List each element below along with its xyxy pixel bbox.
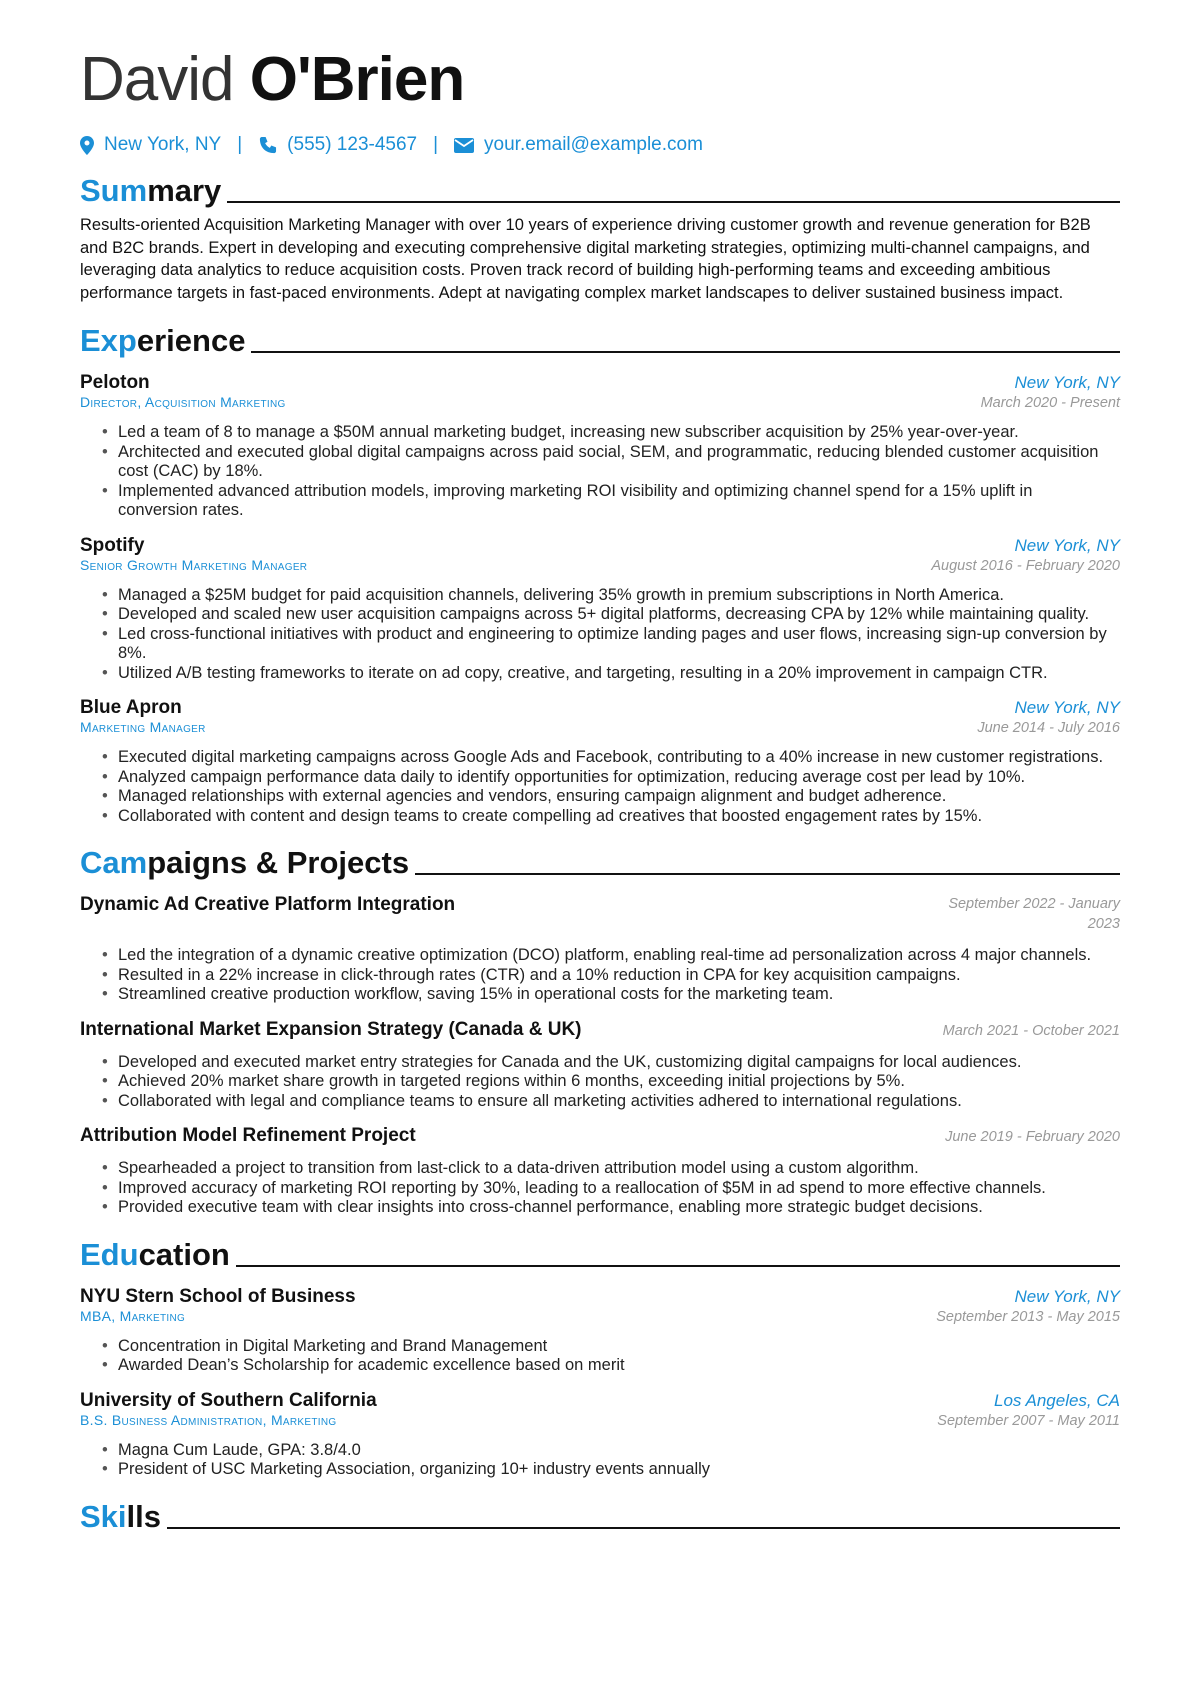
- education-entry: [80, 1286, 1120, 1376]
- bullet-item: • Led a team of 8 to manage a $50M annual marketing budget, increasing new subscriber acquisition by 25% year-over-year.: [118, 423, 1120, 443]
- company-name: Peloton: [80, 372, 150, 393]
- bullet-item: • Resulted in a 22% increase in click-through rates (CTR) and a 10% reduction in CPA for key acquisition campaigns.: [118, 966, 1120, 986]
- project-dates: June 2019 - February 2020: [945, 1129, 1120, 1145]
- summary-title-accent: Sum: [80, 173, 148, 208]
- contact-location: [80, 134, 221, 156]
- bullet-item: • Streamlined creative production workflow, saving 15% in operational costs for the marketing team.: [118, 985, 1120, 1005]
- job-entry: [80, 372, 1120, 521]
- section-rule: [236, 1265, 1120, 1267]
- section-rule: [415, 873, 1120, 875]
- education-heading: [80, 1232, 1120, 1272]
- email-text: your.email@example.com: [484, 134, 703, 155]
- project-dates: September 2022 - January 2023: [948, 896, 1120, 932]
- education-bullets: [80, 1441, 1120, 1480]
- job-entry: [80, 535, 1120, 684]
- project-entry: [80, 894, 1120, 1005]
- bullet-item: • Magna Cum Laude, GPA: 3.8/4.0: [118, 1441, 1120, 1461]
- bullet-item: • President of USC Marketing Association, organizing 10+ industry events annually: [118, 1460, 1120, 1480]
- candidate-name: [80, 40, 1120, 120]
- job-bullets: [80, 586, 1120, 684]
- project-entry: [80, 1019, 1120, 1112]
- school-dates: September 2013 - May 2015: [936, 1308, 1120, 1325]
- school-location: New York, NY: [1014, 1286, 1120, 1306]
- skills-title-accent: Ski: [80, 1498, 127, 1534]
- projects-title-rest: paigns & Projects: [147, 845, 410, 880]
- contact-phone[interactable]: [258, 134, 417, 156]
- project-name: Attribution Model Refinement Project: [80, 1125, 416, 1146]
- experience-title-accent: Exp: [80, 323, 137, 358]
- project-entry: [80, 1125, 1120, 1218]
- section-rule: [251, 351, 1120, 353]
- bullet-item: • Collaborated with content and design teams to create compelling ad creatives that boosted engagement rates by 15%.: [118, 807, 1120, 827]
- job-location: New York, NY: [1014, 535, 1120, 555]
- section-rule: [227, 201, 1120, 203]
- bullet-item: • Improved accuracy of marketing ROI reporting by 30%, leading to a reallocation of $5M in ad spend to more effective channels.: [118, 1179, 1120, 1199]
- bullet-item: • Collaborated with legal and compliance teams to ensure all marketing activities adhered to international regulations.: [118, 1092, 1120, 1112]
- bullet-item: • Concentration in Digital Marketing and Brand Management: [118, 1337, 1120, 1357]
- last-name: O'Brien: [249, 45, 465, 114]
- bullet-item: • Implemented advanced attribution models, improving marketing ROI visibility and optimizing channel spend for a 15% uplift in conversion rates.: [118, 482, 1120, 521]
- education-bullets: [80, 1337, 1120, 1376]
- project-bullets: [80, 1053, 1120, 1112]
- bullet-item: • Managed a $25M budget for paid acquisition channels, delivering 35% growth in premium subscriptions in North America.: [118, 586, 1120, 606]
- bullet-item: • Executed digital marketing campaigns across Google Ads and Facebook, contributing to a 40% increase in new customer registrations.: [118, 748, 1120, 768]
- bullet-item: • Managed relationships with external agencies and vendors, ensuring campaign alignment and budget adherence.: [118, 787, 1120, 807]
- degree: B.S. Business Administration, Marketing: [80, 1411, 337, 1428]
- resume-page: [80, 40, 1120, 1534]
- bullet-item: • Provided executive team with clear insights into cross-channel performance, enabling more strategic budget decisions.: [118, 1198, 1120, 1218]
- first-name: David: [80, 45, 234, 114]
- project-dates: March 2021 - October 2021: [942, 1022, 1120, 1039]
- bullet-item: • Developed and scaled new user acquisition campaigns across 5+ digital platforms, decreasing CPA by 12% while maintaining quality.: [118, 605, 1120, 625]
- education-title-accent: Edu: [80, 1236, 139, 1272]
- skills-heading: [80, 1494, 1120, 1534]
- bullet-item: • Spearheaded a project to transition from last-click to a data-driven attribution model using a custom algorithm.: [118, 1159, 1120, 1179]
- contact-separator: |: [433, 134, 439, 155]
- bullet-item: • Developed and executed market entry strategies for Canada and the UK, customizing digital campaigns for local audiences.: [118, 1053, 1120, 1073]
- bullet-item: • Achieved 20% market share growth in targeted regions within 6 months, exceeding initial projections by 5%.: [118, 1072, 1120, 1092]
- skills-title-rest: lls: [126, 1498, 161, 1534]
- job-location: New York, NY: [1014, 698, 1120, 717]
- location-text: New York, NY: [104, 134, 222, 155]
- projects-heading: [80, 840, 1120, 880]
- bullet-item: • Architected and executed global digital campaigns across paid social, SEM, and programmatic, reducing blended customer acquisition cost (CAC) by 18%.: [118, 443, 1120, 482]
- company-name: Blue Apron: [80, 697, 182, 718]
- school-name: University of Southern California: [80, 1389, 377, 1411]
- bullet-item: • Analyzed campaign performance data daily to identify opportunities for optimization, reducing average cost per lead by 10%.: [118, 768, 1120, 788]
- project-name: International Market Expansion Strategy (Canada & UK): [80, 1018, 582, 1040]
- project-bullets: [80, 1159, 1120, 1218]
- summary-heading: [80, 168, 1120, 208]
- section-rule: [167, 1527, 1120, 1529]
- map-pin-icon: [80, 136, 94, 155]
- job-bullets: [80, 748, 1120, 826]
- summary-text: Results-oriented Acquisition Marketing Manager with over 10 years of experience driving customer growth and revenue generation for B2B and B2C brands. Expert in developing and executing comprehensive digital marketing strategies, optimizing multi-channel campaigns, and leveraging data analytics to reduce acquisition costs. Proven track record of building high-performing teams and exceeding ambitious performance targets in fast-paced environments. Adept at navigating complex market landscapes to deliver sustained business impact.: [80, 216, 1091, 302]
- bullet-item: • Led cross-functional initiatives with product and engineering to optimize landing pages and user flows, increasing sign-up conversion by 8%.: [118, 625, 1120, 664]
- job-dates: March 2020 - Present: [980, 395, 1120, 411]
- school-dates: September 2007 - May 2011: [937, 1412, 1120, 1429]
- bullet-item: • Awarded Dean’s Scholarship for academic excellence based on merit: [118, 1356, 1120, 1376]
- job-location: New York, NY: [1014, 373, 1120, 392]
- job-bullets: [80, 423, 1120, 521]
- project-name: Dynamic Ad Creative Platform Integration: [80, 894, 456, 915]
- experience-title-rest: erience: [136, 323, 246, 358]
- education-title-rest: cation: [138, 1236, 230, 1272]
- degree: MBA, Marketing: [80, 1307, 186, 1324]
- company-name: Spotify: [80, 534, 145, 556]
- projects-title-accent: Cam: [80, 845, 148, 880]
- bullet-item: • Utilized A/B testing frameworks to iterate on ad copy, creative, and targeting, resulting in a 20% improvement in campaign CTR.: [118, 664, 1120, 684]
- bullet-item: • Led the integration of a dynamic creative optimization (DCO) platform, enabling real-time ad personalization across 4 major channels.: [118, 946, 1120, 966]
- contact-separator: |: [237, 134, 243, 155]
- job-entry: [80, 697, 1120, 826]
- school-location: Los Angeles, CA: [994, 1390, 1120, 1410]
- job-dates: August 2016 - February 2020: [931, 557, 1120, 574]
- experience-heading: [80, 318, 1120, 358]
- job-role: Senior Growth Marketing Manager: [80, 556, 308, 573]
- school-name: NYU Stern School of Business: [80, 1285, 356, 1307]
- envelope-icon: [454, 138, 474, 153]
- job-role: Marketing Manager: [80, 719, 206, 735]
- education-entry: [80, 1390, 1120, 1480]
- job-role: Director, Acquisition Marketing: [80, 394, 286, 410]
- phone-icon: [258, 136, 277, 155]
- contact-bar: [80, 130, 1120, 160]
- job-dates: June 2014 - July 2016: [977, 720, 1120, 736]
- contact-email[interactable]: [454, 134, 703, 156]
- summary-title-rest: mary: [147, 173, 222, 208]
- project-bullets: [80, 946, 1120, 1005]
- phone-text: (555) 123-4567: [287, 134, 418, 155]
